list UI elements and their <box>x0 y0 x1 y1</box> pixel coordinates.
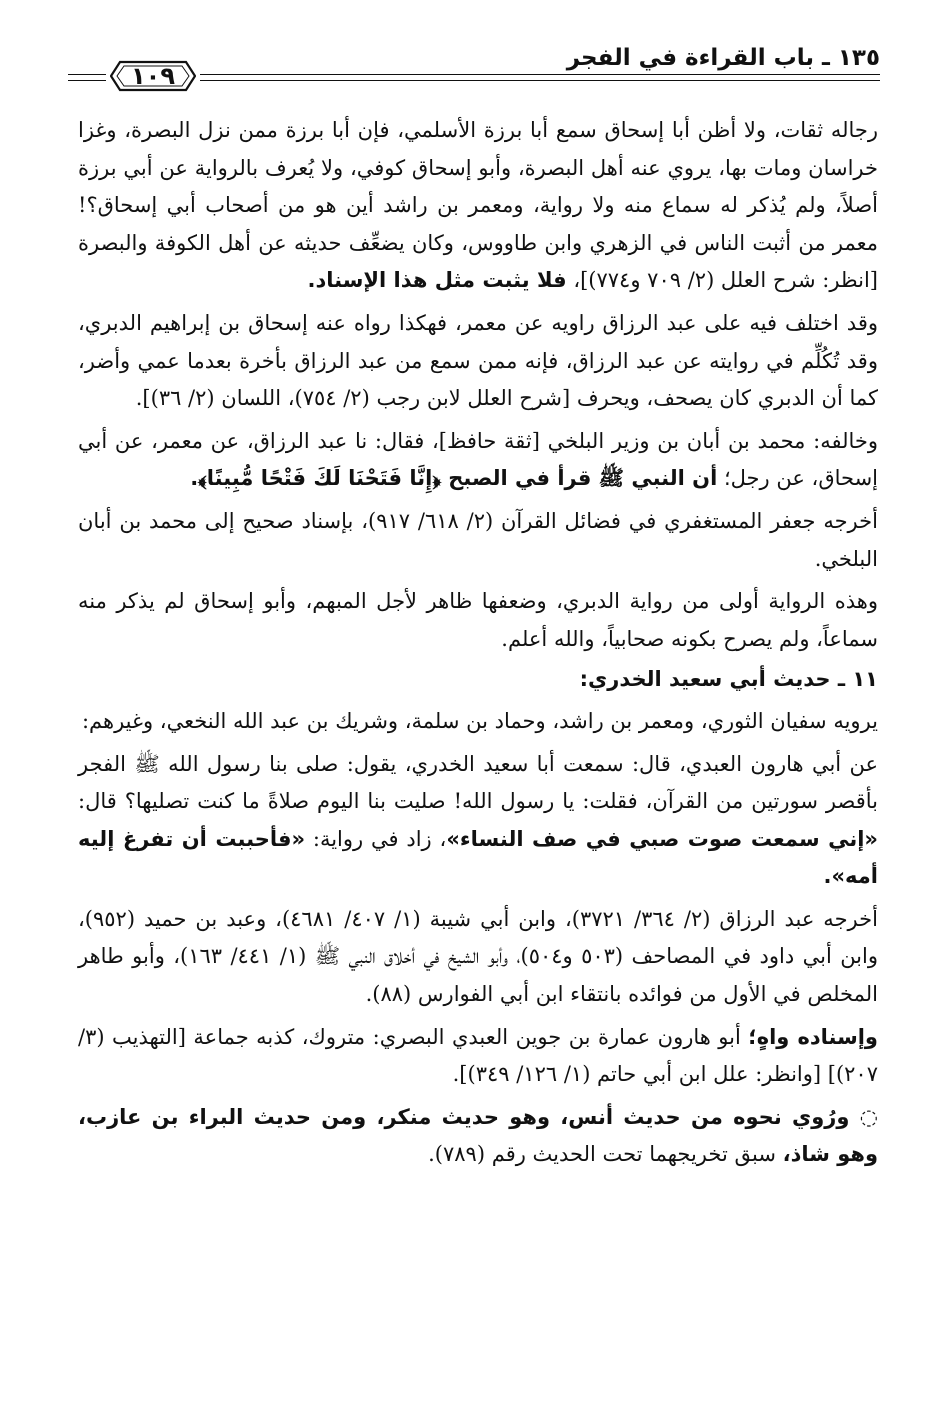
page-number-badge <box>110 58 196 94</box>
bold-conclusion: فلا يثبت مثل هذا الإسناد. <box>307 268 567 293</box>
bold-note: ◌ ورُوي نحوه من حديث أنس، وهو حديث منكر، ومن حديث البراء بن عازب، وهو شاذ، <box>78 1104 878 1167</box>
hadith-text: «فأحببت أن تفرغ إليه أمه». <box>78 826 878 889</box>
page-body <box>78 112 878 1179</box>
running-title: ١٣٥ ـ باب القراءة في الفجر <box>566 45 880 71</box>
paragraph-text: رجاله ثقات، ولا أظن أبا إسحاق سمع أبا برزة الأسلمي، فإن أبا برزة ممن نزل البصرة، وغزا خراسان ومات بها، يروي عنه أهل البصرة، وأبو إسحاق كوفي، ولا يُعرف بالرواية عن أبي برزة أصلاً، ولم يُذكر له سماع منه ولا رواية، ومعمر بن راشد أين هو من أصحاب أبي إسحاق؟! معمر من أثبت الناس في الزهري وابن طاووس، وكان يضعِّف حديثه عن أهل الكوفة والبصرة [انظر: شرح العلل (٢/ ٧٠٩ و٧٧٤)]، <box>78 118 878 293</box>
paragraph-text: سبق تخريجهما تحت الحديث رقم (٧٨٩). <box>428 1142 776 1167</box>
paragraph-text: عن أبي هارون العبدي، قال: سمعت أبا سعيد الخدري، يقول: صلى بنا رسول الله ﷺ الفجر بأقصر سورتين من القرآن، فقلت: يا رسول الله! صليت بنا اليوم صلاةً ما كنت تصليها؟ قال: <box>78 751 879 814</box>
paragraph: وقد اختلف فيه على عبد الرزاق راويه عن معمر، فهكذا رواه عنه إسحاق بن إبراهيم الدبري، وقد تُكُلِّم في روايته عن عبد الرزاق، فإنه ممن سمع من عبد الرزاق بأخرة بعدما عمي وأضر، كما أن الدبري كان يصحف، ويحرف [شرح العلل لابن رجب (٢/ ٧٥٤)، اللسان (٢/ ٣٦)]. <box>78 310 878 411</box>
section-heading: ١١ ـ حديث أبي سعيد الخدري: <box>579 667 878 692</box>
page-header <box>68 40 880 92</box>
paragraph <box>78 1019 878 1099</box>
paragraph <box>78 423 878 503</box>
paragraph-text: وخالفه: محمد بن أبان بن وزير البلخي [ثقة حافظ]، فقال: نا عبد الرزاق، عن معمر، عن أبي إسحاق، عن رجل؛ <box>78 428 878 491</box>
paragraph: أخرجه عبد الرزاق (٢/ ٣٦٤/ ٣٧٢١)، وابن أبي شيبة (١/ ٤٠٧/ ٤٦٨١)، وعبد بن حميد (٩٥٢)، وابن أبي داود في المصاحف (٥٠٣ و٥٠٤)، وأبو الشيخ في أخلاق النبي ﷺ (١/ ٤٤١/ ١٦٣)، وأبو طاهر المخلص في الأول من فوائده بانتقاء ابن أبي الفوارس (٨٨). <box>78 906 878 1007</box>
header-rule <box>200 80 880 81</box>
bold-verdict: وإسناده واهٍ؛ <box>748 1024 878 1049</box>
hadith-text: «إني سمعت صوت صبي في صف النساء» <box>446 826 878 851</box>
paragraph: يرويه سفيان الثوري، ومعمر بن راشد، وحماد بن سلمة، وشريك بن عبد الله النخعي، وغيرهم: <box>81 708 878 733</box>
paragraph: وهذه الرواية أولى من رواية الدبري، وضعفها ظاهر لأجل المبهم، وأبو إسحاق لم يذكر منه سماعاً، ولم يصرح بكونه صحابياً، والله أعلم. <box>78 589 878 651</box>
hadith-text: أن النبي ﷺ قرأ في الصبح ﴿إِنَّا فَتَحْنَا لَكَ فَتْحًا مُّبِينًا﴾. <box>190 466 718 491</box>
paragraph-text: أبو هارون عمارة بن جوين العبدي البصري: متروك، كذبه جماعة [التهذيب (٣/ ٢٠٧)] [وانظر: علل ابن أبي حاتم (١/ ١٢٦/ ٣٤٩)]. <box>78 1024 878 1087</box>
paragraph <box>78 1099 878 1179</box>
page-number: ١٠٩ <box>131 62 175 90</box>
header-rule <box>68 74 106 75</box>
paragraph: أخرجه جعفر المستغفري في فضائل القرآن (٢/ ٦١٨/ ٩١٧)، بإسناد صحيح إلى محمد بن أبان البلخي. <box>78 508 878 571</box>
header-rule <box>68 80 106 81</box>
paragraph <box>78 112 878 305</box>
paragraph <box>78 746 878 901</box>
paragraph-text: ، زاد في رواية: <box>312 826 447 851</box>
header-rule <box>200 74 880 75</box>
